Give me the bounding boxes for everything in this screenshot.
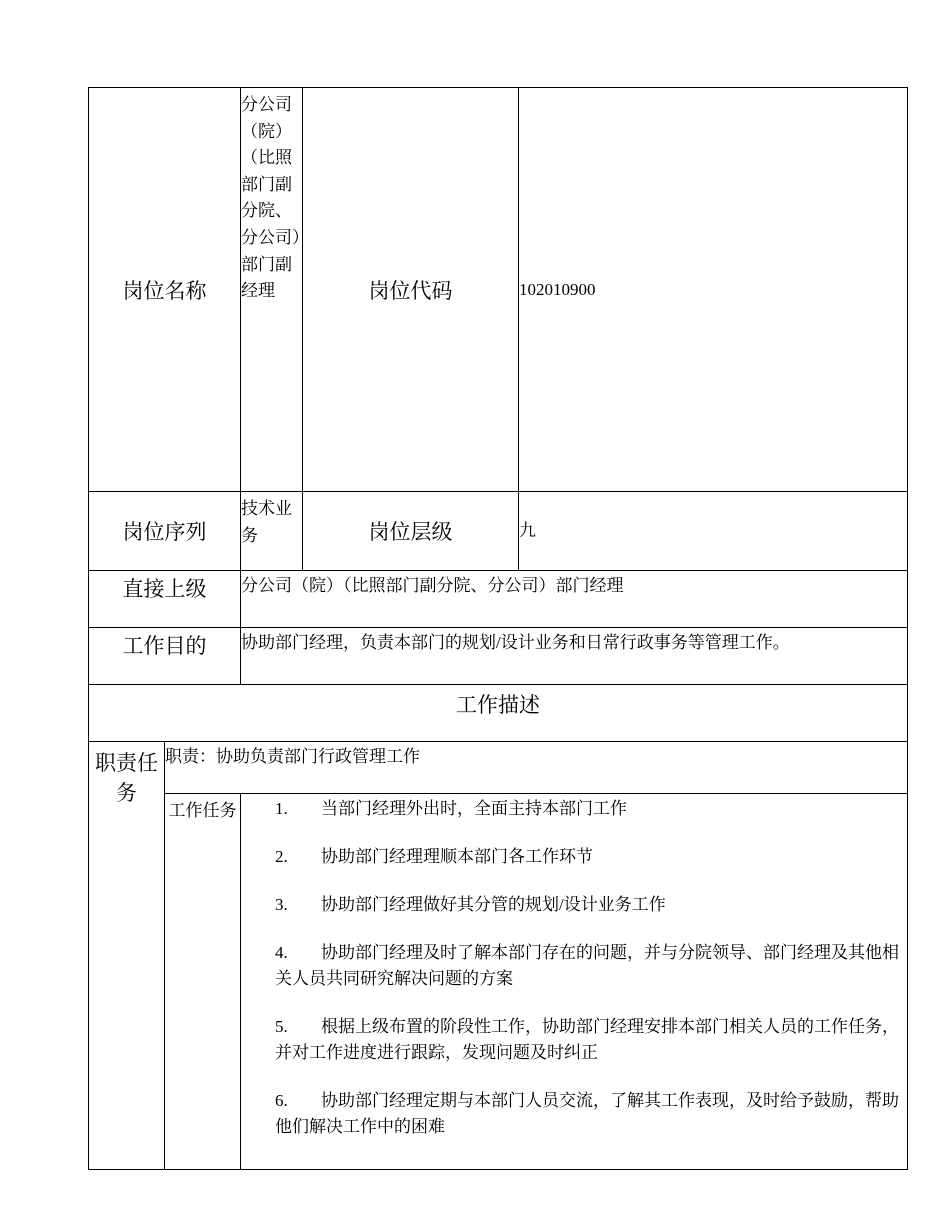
row-tasks <box>89 794 908 1170</box>
row-purpose <box>89 628 908 685</box>
row-sequence <box>89 492 908 571</box>
purpose-value: 协助部门经理，负责本部门的规划/设计业务和日常行政事务等管理工作。 <box>241 628 908 685</box>
row-duty <box>89 742 908 794</box>
duty-text: 职责：协助负责部门行政管理工作 <box>165 742 908 794</box>
task-item: 5. 根据上级布置的阶段性工作，协助部门经理安排本部门相关人员的工作任务，并对工作进度进行跟踪，发现问题及时纠正 <box>275 1017 899 1062</box>
description-title: 工作描述 <box>89 685 908 742</box>
duty-label: 职责任务 <box>89 742 165 1170</box>
job-description-table <box>88 87 908 1170</box>
task-list <box>241 794 908 1170</box>
row-description-title <box>89 685 908 742</box>
sequence-value: 技术业务 <box>241 492 303 571</box>
position-name-label: 岗位名称 <box>89 88 241 492</box>
task-item: 2. 协助部门经理理顺本部门各工作环节 <box>275 847 593 866</box>
task-item: 4. 协助部门经理及时了解本部门存在的问题，并与分院领导、部门经理及其他相关人员共同研究解决问题的方案 <box>275 943 899 988</box>
position-code-value: 102010900 <box>519 88 908 492</box>
superior-label: 直接上级 <box>89 571 241 628</box>
superior-value: 分公司（院）（比照部门副分院、分公司）部门经理 <box>241 571 908 628</box>
level-value: 九 <box>519 492 908 571</box>
task-item: 6. 协助部门经理定期与本部门人员交流，了解其工作表现，及时给予鼓励，帮助他们解决工作中的困难 <box>275 1091 899 1136</box>
task-item: 3. 协助部门经理做好其分管的规划/设计业务工作 <box>275 895 666 914</box>
row-position-name <box>89 88 908 492</box>
task-item: 1. 当部门经理外出时，全面主持本部门工作 <box>275 799 627 818</box>
row-superior <box>89 571 908 628</box>
position-name-value: 分公司（院）（比照部门副分院、分公司）部门副经理 <box>241 88 303 492</box>
task-label: 工作任务 <box>165 794 241 1170</box>
position-code-label: 岗位代码 <box>303 88 519 492</box>
level-label: 岗位层级 <box>303 492 519 571</box>
purpose-label: 工作目的 <box>89 628 241 685</box>
sequence-label: 岗位序列 <box>89 492 241 571</box>
